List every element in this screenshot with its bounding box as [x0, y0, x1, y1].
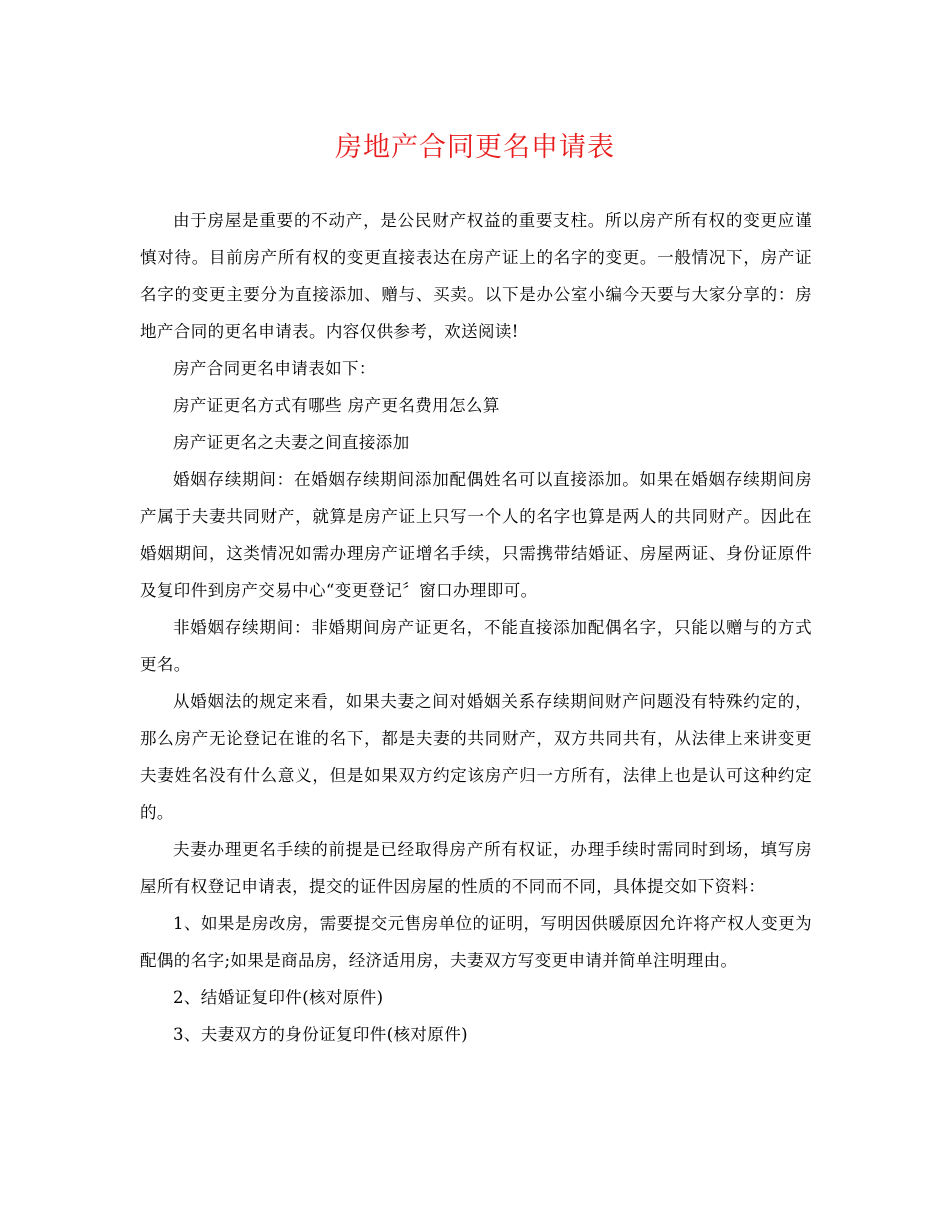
paragraph-list-lead: 房产合同更名申请表如下： [173, 359, 376, 378]
list-item-1: 1、如果是房改房，需要提交元售房单位的证明，写明因供暖原因允许将产权人变更为配偶的名字;如果是商品房，经济适用房，夫妻双方写变更申请并简单注明理由。 [140, 914, 812, 970]
paragraph-procedure: 夫妻办理更名手续的前提是已经取得房产所有权证，办理手续时需同时到场，填写房屋所有权登记申请表，提交的证件因房屋的性质的不同而不同，具体提交如下资料： [140, 840, 812, 896]
list-item-3: 3、夫妻双方的身份证复印件(核对原件) [173, 1025, 468, 1044]
paragraph-subheading-spouse: 房产证更名之夫妻之间直接添加 [173, 433, 410, 452]
paragraph-non-marriage-period: 非婚姻存续期间：非婚期间房产证更名，不能直接添加配偶名字，只能以赠与的方式更名。 [140, 618, 812, 674]
paragraph-marriage-law: 从婚姻法的规定来看，如果夫妻之间对婚姻关系存续期间财产问题没有特殊约定的，那么房产无论登记在谁的名下，都是夫妻的共同财产，双方共同共有，从法律上来讲变更夫妻姓名没有什么意义，但是如果双方约定该房产归一方所有，法律上也是认可这种约定的。 [140, 692, 812, 822]
list-item-2: 2、结婚证复印件(核对原件) [173, 988, 384, 1007]
paragraph-subheading-methods: 房产证更名方式有哪些 房产更名费用怎么算 [173, 396, 500, 415]
paragraph-marriage-period: 婚姻存续期间：在婚姻存续期间添加配偶姓名可以直接添加。如果在婚姻存续期间房产属于夫妻共同财产，就算是房产证上只写一个人的名字也算是两人的共同财产。因此在婚姻期间，这类情况如需办理房产证增名手续，只需携带结婚证、房屋两证、身份证原件及复印件到房产交易中心“变更登记〞窗口办理即可。 [140, 470, 812, 600]
document-body [140, 202, 812, 1053]
paragraph-intro: 由于房屋是重要的不动产，是公民财产权益的重要支柱。所以房产所有权的变更应谨慎对待。目前房产所有权的变更直接表达在房产证上的名字的变更。一般情况下，房产证名字的变更主要分为直接添加、赠与、买卖。以下是办公室小编今天要与大家分享的：房地产合同的更名申请表。内容仅供参考，欢送阅读! [140, 211, 812, 341]
document-title: 房地产合同更名申请表 [335, 132, 615, 163]
